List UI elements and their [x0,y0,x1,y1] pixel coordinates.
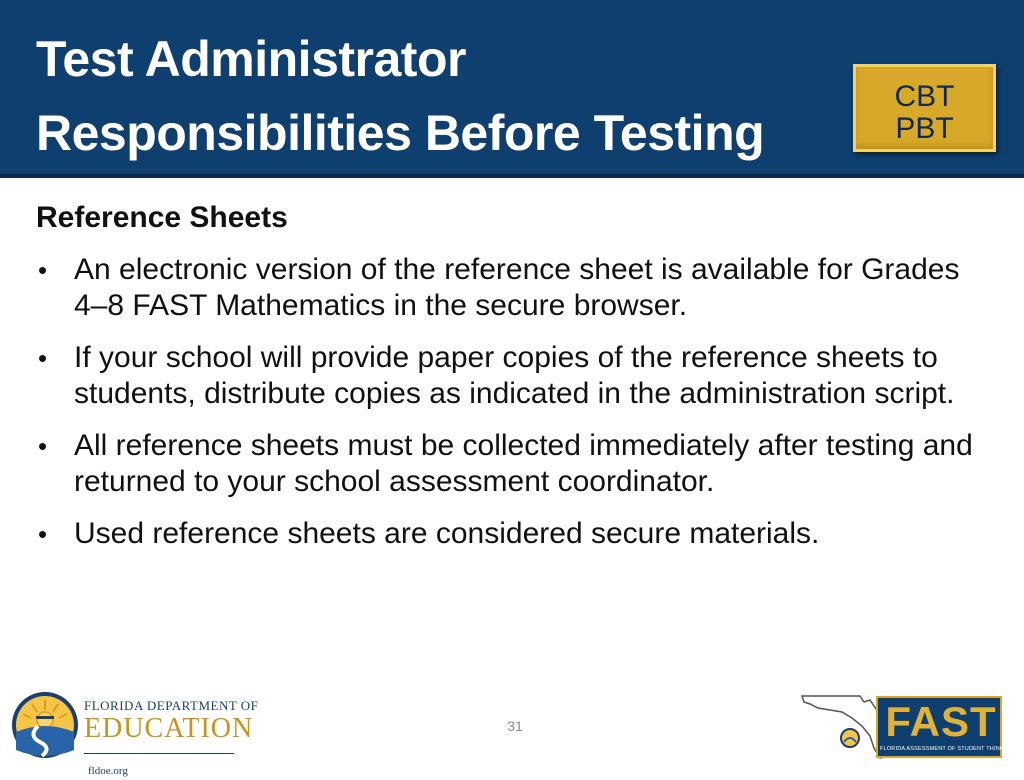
bullet-item [36,516,996,552]
fldoe-wordmark [84,698,270,780]
bullet-text: Used reference sheets are considered secure materials. [74,517,820,550]
badge-pbt-label: PBT [895,112,954,145]
fast-logo [800,690,1015,762]
slide-body [36,198,996,568]
page-number: 31 [507,718,523,734]
bullet-icon: • [38,343,48,373]
title-bar [0,0,1024,178]
fldoe-seal-icon [10,690,80,760]
fldoe-url-label: fldoe.org [88,764,128,777]
bullet-icon: • [38,255,48,285]
slide-title-line-1: Test Administrator [36,31,466,87]
fldoe-logo [10,690,270,777]
fldoe-rule [84,753,234,754]
fast-wordmark [876,696,1015,758]
bullet-icon: • [38,431,48,461]
bullet-text: If your school will provide paper copies of the reference sheets to students, distribute copies as indicated in the administration script. [74,341,955,410]
bullet-text: An electronic version of the reference sheet is available for Grades 4–8 FAST Mathematics in the secure browser. [74,253,960,322]
bullet-list [36,252,996,552]
slide-title-line-2: Responsibilities Before Testing [36,105,765,161]
bullet-item [36,252,996,324]
fldoe-education-label: EDUCATION [84,713,254,744]
fast-tagline: FLORIDA ASSESSMENT OF STUDENT THINKING [880,746,1015,752]
badge-cbt-label: CBT [894,80,955,113]
bullet-item [36,428,996,500]
bullet-item [36,340,996,412]
cbt-pbt-badge [853,64,996,152]
bullet-icon: • [38,519,48,549]
fldoe-dept-label: FLORIDA DEPARTMENT OF [84,698,259,713]
section-heading: Reference Sheets [36,201,288,234]
fast-word-label: FAST [885,698,997,745]
bullet-text: All reference sheets must be collected immediately after testing and returned to your school assessment coordinator. [74,429,973,498]
slide-title [36,22,836,170]
